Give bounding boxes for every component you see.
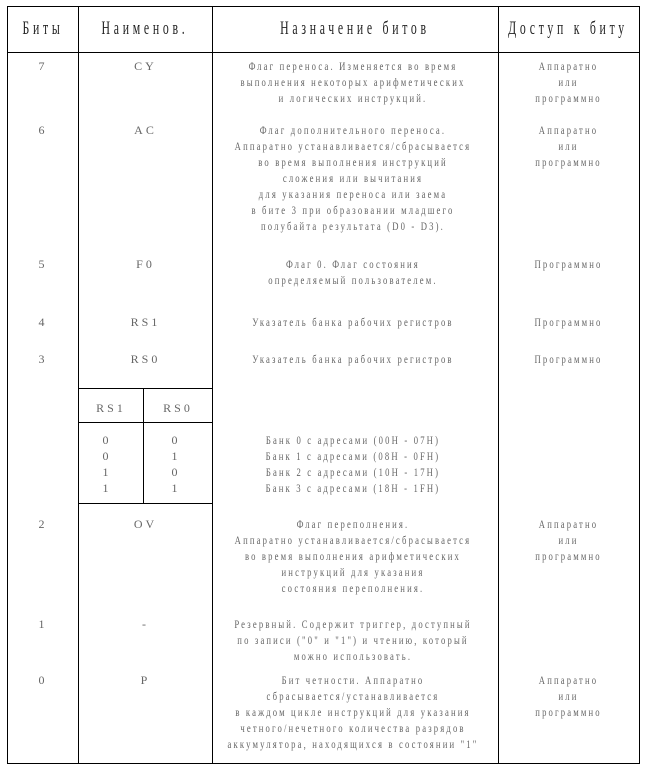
bank-box-top: [78, 388, 213, 389]
access-ac: Аппаратно или программно: [535, 123, 602, 169]
col-divider-1: [78, 6, 79, 763]
bit-6: 6: [38, 123, 48, 137]
name-ac: AC: [134, 123, 157, 137]
bank-box-bottom: [78, 503, 213, 504]
purpose-p: Бит четности. Аппаратно сбрасывается/устанавливается в каждом цикле инструкций для указания четного/нечетного количества разрядов аккумулятора, находящихся в состоянии "1": [227, 673, 479, 751]
name-rs1: RS1: [130, 315, 161, 329]
name-reserved: -: [142, 617, 149, 631]
bank-rs1-values: 0 0 1 1: [102, 433, 112, 495]
purpose-ov: Флаг переполнения. Аппаратно устанавливается/сбрасывается во время выполнения арифметических инструкций для указания состояния переполнения.: [234, 517, 472, 595]
bit-4: 4: [38, 315, 48, 329]
name-f0: F0: [136, 257, 155, 271]
access-ov: Аппаратно или программно: [535, 517, 602, 563]
bank-description: Банк 0 с адресами (00H - 07H) Банк 1 с адресами (08H - 0FH) Банк 2 с адресами (10H - 17H) Банк 3 с адресами (18H - 1FH): [265, 433, 441, 495]
bit-2: 2: [38, 517, 48, 531]
header-name: Наименов.: [101, 18, 189, 39]
purpose-reserved: Резервный. Содержит триггер, доступный по записи ("0" и "1") и чтению, который можно использовать.: [234, 617, 472, 663]
bank-header-rs0: RS0: [163, 401, 193, 415]
bit-5: 5: [38, 257, 48, 271]
bit-1: 1: [38, 617, 48, 631]
bit-7: 7: [38, 59, 48, 73]
header-access: Доступ к биту: [508, 18, 628, 39]
bank-header-rs1: RS1: [96, 401, 126, 415]
header-bottom-line: [7, 52, 639, 53]
access-p: Аппаратно или программно: [535, 673, 602, 719]
name-ov: OV: [133, 517, 158, 531]
purpose-f0: Флаг 0. Флаг состояния определяемый пользователем.: [268, 257, 438, 287]
name-cy: CY: [134, 59, 157, 73]
name-p: P: [140, 673, 151, 687]
bank-header-bottom: [78, 422, 213, 423]
bank-rs0-values: 0 1 0 1: [171, 433, 181, 495]
header-purpose: Назначение битов: [280, 18, 430, 39]
access-rs1: Программно: [534, 315, 603, 329]
purpose-rs0: Указатель банка рабочих регистров: [252, 352, 454, 366]
access-rs0: Программно: [534, 352, 603, 366]
access-f0: Программно: [534, 257, 603, 271]
access-cy: Аппаратно или программно: [535, 59, 602, 105]
bit-3: 3: [38, 352, 48, 366]
bit-0: 0: [38, 673, 48, 687]
purpose-rs1: Указатель банка рабочих регистров: [252, 315, 454, 329]
header-bits: Биты: [22, 18, 64, 39]
purpose-ac: Флаг дополнительного переноса. Аппаратно устанавливается/сбрасывается во время выполнения инструкций сложения или вычитания для указания переноса или заема в бите 3 при образовании младшего полубайта результата (D0 - D3).: [234, 123, 472, 233]
purpose-cy: Флаг переноса. Изменяется во время выполнения некоторых арифметических и логических инструкций.: [240, 59, 466, 105]
name-rs0: RS0: [130, 352, 161, 366]
